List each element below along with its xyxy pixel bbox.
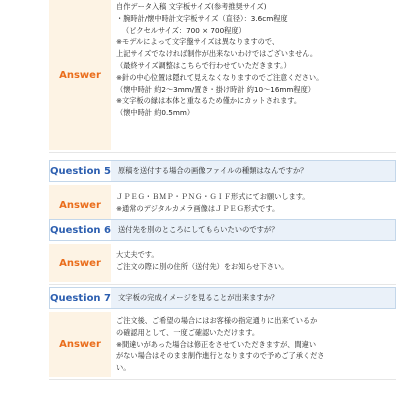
question-text-content: 文字板の完成イメージを見ることが出来ますか？ [118, 293, 279, 302]
answer-line: （懐中時計 約2〜3mm/置き・掛け時計 約10〜16mm程度） [116, 84, 315, 94]
question-label-text: Question 5 [50, 165, 111, 177]
answer-label [49, 0, 111, 150]
divider [49, 284, 396, 285]
answer-line: ご注文後、ご希望の場合にはお客様の指定通りに出来ているか [116, 316, 318, 325]
question-text [111, 160, 396, 182]
question-label [49, 219, 111, 241]
answer-line: ※モデルによって文字盤サイズは異なりますので、 [116, 37, 280, 47]
question-text [111, 219, 396, 241]
answer-line: ※間違いがあった場合は修正をさせていただきますが、間違い [116, 339, 317, 349]
answer-line: い。 [116, 363, 131, 373]
question-text [111, 287, 396, 309]
answer-label [49, 312, 111, 377]
answer-line: ※通常のデジタルカメラ画像はＪＰＥＧ形式です。 [116, 203, 280, 213]
answer-label-text: Answer [59, 199, 101, 211]
answer-body [113, 244, 396, 282]
answer-line: ＪＰＥＧ・ＢＭＰ・ＰＮＧ・ＧＩＦ形式にてお願いします。 [116, 192, 310, 201]
answer-line: 上記サイズでなければ制作が出来ないわけではございません。 [116, 49, 318, 59]
answer-body [113, 312, 396, 377]
answer-line: ※針の中心位置は隠れて見えなくなりますのでご注意ください。 [116, 72, 324, 82]
answer-line: 大丈夫です。 [116, 250, 159, 259]
question-label [49, 160, 111, 182]
divider [49, 152, 396, 153]
question-text-content: 送付先を別のところにしてもらいたいのですが？ [118, 225, 279, 234]
divider [49, 379, 396, 380]
answer-label-text: Answer [59, 69, 101, 81]
answer-line: ご注文の際に別の住所（送付先）をお知らせ下さい。 [116, 261, 289, 271]
answer-line: （ピクセルサイズ：700 × 700程度） [122, 25, 246, 35]
answer-body [113, 0, 396, 150]
answer-line: 自作データ入稿 文字板サイズ(参考推奨サイズ) [116, 2, 267, 11]
answer-line: の確認用として、一度ご確認いただけます。 [116, 327, 260, 337]
question-text-content: 原稿を送付する場合の画像ファイルの種類はなんですか？ [118, 166, 308, 175]
answer-line: ※文字板の縁は本体と重なるため僅かにカットされます。 [116, 96, 302, 106]
answer-line: ・腕時計/懐中時計文字板サイズ（直径）：3.6cm程度 [116, 13, 288, 23]
answer-label-text: Answer [59, 339, 101, 350]
question-label [49, 287, 111, 309]
question-label-text: Question 7 [50, 292, 111, 304]
question-label-text: Question 6 [50, 224, 111, 236]
answer-line: （懐中時計 約0.5mm） [116, 108, 195, 118]
answer-label [49, 244, 111, 282]
answer-label-text: Answer [59, 257, 101, 269]
answer-line: がない場合はそのまま制作進行となりますので予めご了承くださ [116, 351, 325, 361]
answer-line: （最終サイズ調整はこちらで行わせていただきます。） [116, 60, 291, 70]
